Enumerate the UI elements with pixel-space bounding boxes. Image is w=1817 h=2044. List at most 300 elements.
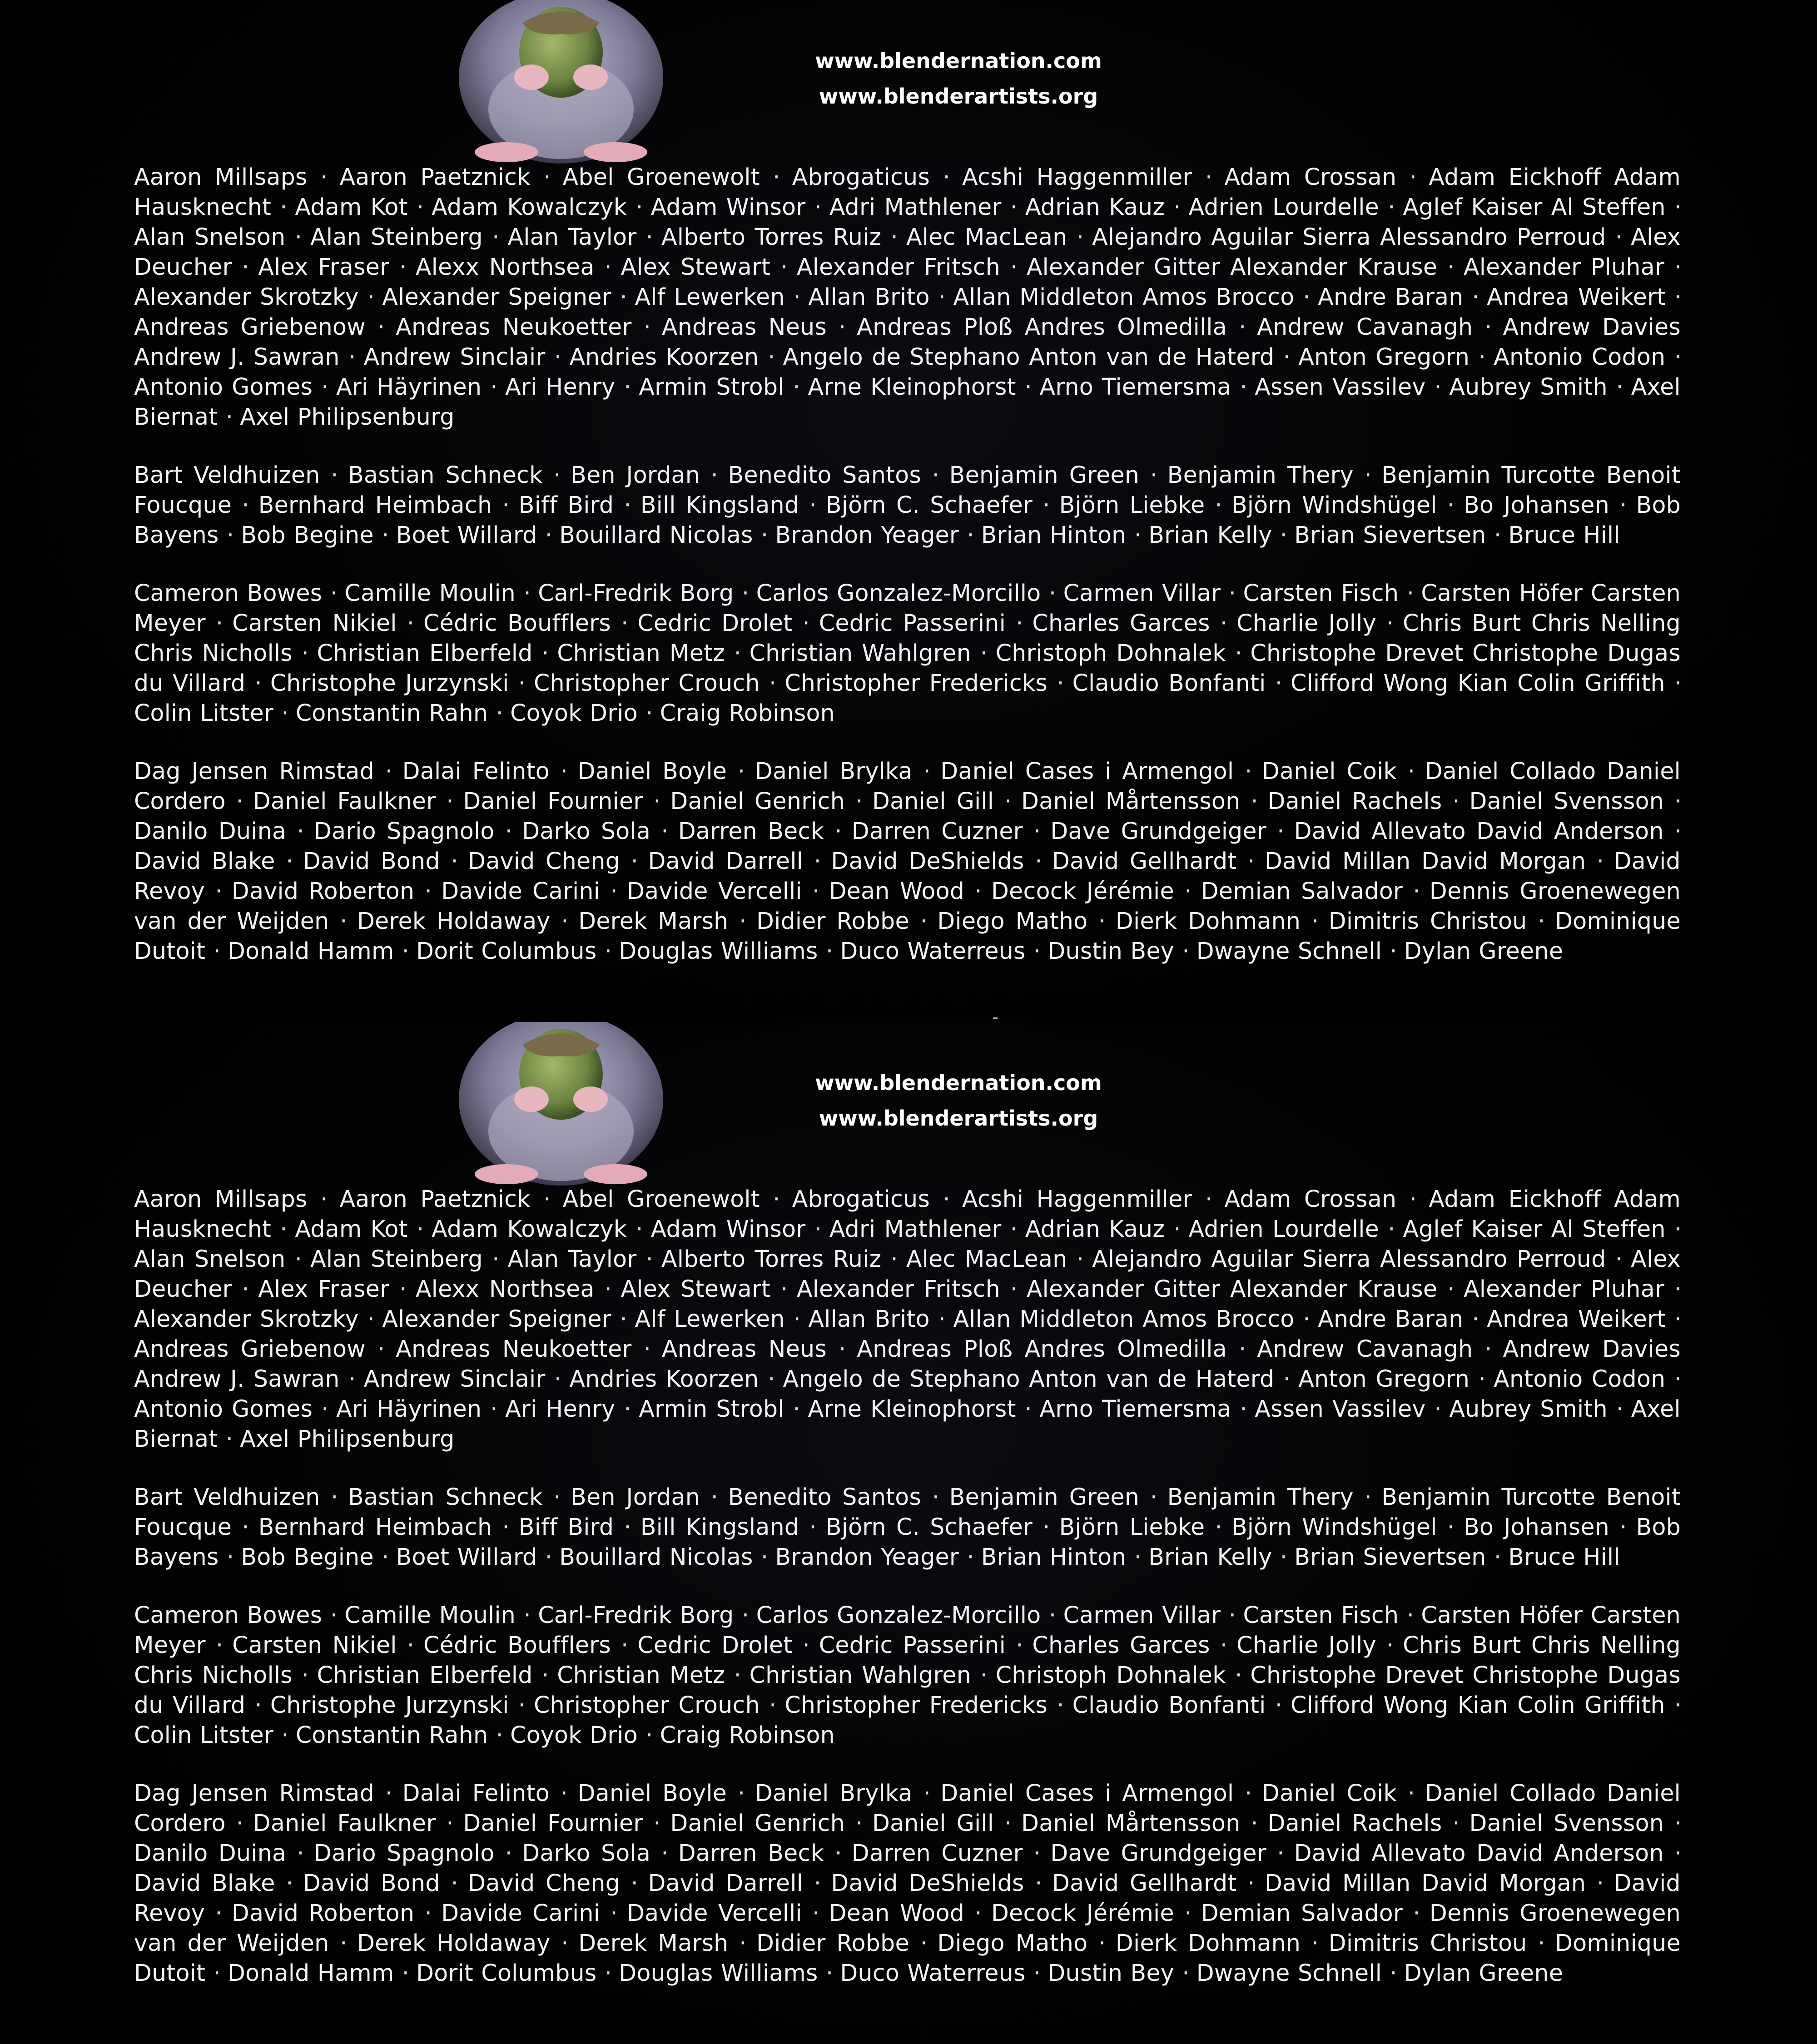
credit-name: Decock Jérémie (991, 1900, 1174, 1926)
separator-dot: · (281, 1722, 289, 1748)
credit-name: Alexx Northsea (415, 253, 595, 280)
separator-dot: · (814, 848, 822, 874)
credit-name: Björn C. Schaefer (825, 491, 1033, 518)
separator-dot: · (523, 580, 531, 606)
separator-dot: · (1596, 1870, 1604, 1896)
credit-name: Assen Vassilev (1255, 373, 1426, 400)
credit-name: David Millan David Morgan (1265, 848, 1586, 874)
separator-dot: · (793, 283, 801, 310)
credit-name: Brandon Yeager (775, 521, 959, 548)
separator-dot: · (417, 1215, 424, 1242)
credit-name: David Gellhardt (1052, 1870, 1237, 1896)
separator-dot: · (1409, 164, 1417, 190)
credit-name: Carmen Villar (1063, 580, 1221, 606)
separator-dot: · (1275, 670, 1283, 696)
credit-name: Bob Begine (241, 1543, 374, 1570)
credits-paragraph-d (134, 1778, 1681, 1988)
credit-name: Bob Bayens (134, 1513, 1681, 1570)
credit-name: Alex Deucher (134, 223, 1681, 280)
credit-name: Dorit Columbus (416, 1960, 597, 1986)
credit-name: Ari Henry (505, 373, 616, 400)
credit-name: Andreas Neukoetter (396, 1335, 632, 1362)
separator-dot: · (1033, 818, 1041, 844)
separator-dot: · (737, 758, 745, 784)
separator-dot: · (1247, 848, 1255, 874)
credit-name: Aglef Kaiser Al Steffen (1403, 193, 1666, 220)
separator-dot: · (780, 253, 788, 280)
credit-name: Bastian Schneck (348, 1483, 543, 1510)
credits-frame-bottom (0, 1022, 1817, 2044)
credit-name: Bruce Hill (1508, 1543, 1620, 1570)
separator-dot: · (545, 1543, 553, 1570)
credit-name: Benjamin Green (949, 1483, 1140, 1510)
credit-name: Adam Crossan (1224, 164, 1397, 190)
credit-name: Adri Mathlener (829, 1215, 1002, 1242)
separator-dot: · (1173, 193, 1181, 220)
separator-dot: · (543, 1186, 551, 1212)
separator-dot: · (1364, 1483, 1372, 1510)
separator-dot: · (710, 1483, 719, 1510)
blendernation-link[interactable]: www.blendernation.com (815, 1071, 1102, 1095)
separator-dot: · (974, 878, 982, 904)
separator-dot: · (1406, 1602, 1415, 1628)
credit-name: Dustin Bey (1048, 1960, 1175, 1986)
credit-name: Anton Gregorn (1298, 343, 1470, 370)
credits-paragraph-d (134, 756, 1681, 966)
blenderartists-link[interactable]: www.blenderartists.org (819, 1106, 1098, 1131)
credit-name: David Darrell (648, 1870, 804, 1896)
separator-dot: · (340, 908, 348, 934)
separator-dot: · (280, 193, 288, 220)
credit-name: Benjamin Thery (1167, 1483, 1354, 1510)
blenderartists-link[interactable]: www.blenderartists.org (819, 84, 1098, 109)
credit-name: Diego Matho (937, 908, 1088, 934)
credit-name: Angelo de Stephano Anton van de Haterd (783, 1365, 1275, 1392)
credit-name: David Revoy (134, 1870, 1681, 1926)
credit-name: Dario Spagnolo (313, 818, 495, 844)
separator-dot: · (1674, 343, 1682, 370)
separator-dot: · (932, 461, 940, 488)
credit-name: Bo Johansen (1464, 1513, 1610, 1540)
credit-name: Ben Jordan (571, 1483, 700, 1510)
credit-name: Cédric Boufflers (423, 1632, 611, 1658)
credit-name: Cedric Passerini (819, 610, 1006, 636)
credit-name: Carsten Höfer Carsten Meyer (134, 1602, 1681, 1658)
credit-name: Douglas Williams (619, 1960, 818, 1986)
separator-dot: · (826, 1960, 834, 1986)
separator-dot: · (1245, 758, 1252, 784)
separator-dot: · (1043, 1513, 1050, 1540)
separator-dot: · (643, 1335, 651, 1362)
credit-name: Allan Middleton Amos Brocco (953, 1305, 1295, 1332)
separator-dot: · (1407, 1780, 1415, 1806)
separator-dot: · (624, 1513, 631, 1540)
credit-name: Dean Wood (829, 878, 965, 904)
credit-name: Adrien Lourdelle (1188, 193, 1380, 220)
credit-name: David Cheng (468, 848, 621, 874)
separator-dot: · (920, 908, 928, 934)
credit-name: Alf Lewerken (635, 1305, 785, 1332)
separator-dot: · (1235, 640, 1242, 666)
separator-dot: · (1150, 1483, 1158, 1510)
separator-dot: · (227, 1543, 234, 1570)
credit-name: Andrew Sinclair (363, 1365, 546, 1392)
separator-dot: · (213, 1960, 221, 1986)
credit-name: Ben Jordan (571, 461, 700, 488)
credit-name: Carsten Nikiel (232, 610, 397, 636)
blendernation-link[interactable]: www.blendernation.com (815, 49, 1102, 73)
credit-name: Abel Groenewolt (562, 164, 760, 190)
credit-name: Alf Lewerken (635, 283, 785, 310)
separator-dot: · (331, 461, 338, 488)
separator-dot: · (635, 193, 643, 220)
separator-dot: · (1283, 1365, 1291, 1392)
separator-dot: · (610, 878, 618, 904)
separator-dot: · (1616, 373, 1624, 400)
separator-dot: · (236, 788, 244, 814)
separator-dot: · (1043, 491, 1050, 518)
separator-dot: · (348, 343, 356, 370)
credit-name: Dennis Groenewegen van der Weijden (134, 1900, 1681, 1956)
credit-name: Alejandro Aguilar Sierra Alessandro Perroud (1092, 1245, 1606, 1272)
separator-dot: · (1134, 521, 1142, 548)
credit-name: Alex Fraser (258, 253, 390, 280)
credit-name: Dag Jensen Rimstad (134, 758, 375, 784)
separator-dot: · (768, 1365, 775, 1392)
credit-name: Christian Wahlgren (749, 640, 972, 666)
separator-dot: · (424, 1900, 432, 1926)
separator-dot: · (367, 283, 375, 310)
credit-name: Charles Garces (1032, 610, 1210, 636)
separator-dot: · (1049, 580, 1057, 606)
credit-name: Carsten Fisch (1243, 580, 1399, 606)
chinchilla-mascot-icon (454, 1022, 668, 1186)
credit-name: David Blake (134, 1870, 275, 1896)
credit-name: Biff Bird (518, 491, 614, 518)
separator-dot: · (225, 1425, 233, 1452)
separator-dot: · (1184, 878, 1192, 904)
credit-name: Bo Johansen (1464, 491, 1610, 518)
credit-name: Alan Taylor (507, 223, 637, 250)
separator-dot: · (417, 193, 424, 220)
credit-name: Derek Holdaway (357, 1930, 551, 1956)
separator-dot: · (451, 848, 458, 874)
credits-paragraph-a (134, 162, 1681, 432)
credits-paragraph-c (134, 1600, 1681, 1750)
credit-name: Benedito Santos (728, 1483, 922, 1510)
separator-dot: · (1235, 1662, 1242, 1688)
separator-dot: · (1004, 1810, 1012, 1836)
credit-name: Alan Snelson (134, 1245, 286, 1272)
credit-name: David Darrell (648, 848, 804, 874)
credit-name: Adrian Kauz (1025, 193, 1165, 220)
separator-dot: · (554, 343, 562, 370)
credits-list (134, 162, 1681, 994)
separator-dot: · (1076, 1245, 1084, 1272)
separator-dot: · (213, 938, 221, 964)
credit-name: Bruce Hill (1508, 521, 1620, 548)
separator-dot: · (242, 491, 249, 518)
credit-name: Charles Garces (1032, 1632, 1210, 1658)
credit-name: Dave Grundgeiger (1050, 818, 1266, 844)
credit-name: Davide Vercelli (626, 1900, 802, 1926)
credit-name: Danilo Duina (134, 1840, 287, 1866)
separator-dot: · (1409, 1186, 1417, 1212)
separator-dot: · (1434, 373, 1442, 400)
credit-name: Daniel Coik (1261, 758, 1397, 784)
separator-dot: · (236, 1810, 244, 1836)
credit-name: Andreas Neus (661, 1335, 827, 1362)
separator-dot: · (1215, 491, 1223, 518)
separator-dot: · (645, 1722, 653, 1748)
credit-name: Daniel Faulkner (253, 1810, 436, 1836)
separator-dot: · (1388, 1215, 1395, 1242)
credit-name: Demian Salvador (1201, 878, 1403, 904)
credit-name: Adam Kot (295, 193, 408, 220)
credit-name: Adam Kot (295, 1215, 408, 1242)
separator-dot: · (635, 1215, 643, 1242)
separator-dot: · (505, 818, 513, 844)
separator-dot: · (604, 1960, 612, 1986)
credit-name: Boet Willard (396, 521, 537, 548)
credit-name: Alex Stewart (621, 1275, 771, 1302)
credit-name: Brian Kelly (1148, 521, 1272, 548)
credit-name: Carl-Fredrik Borg (538, 1602, 734, 1628)
separator-dot: · (348, 1365, 356, 1392)
separator-dot: · (242, 1513, 249, 1540)
credit-name: Clifford Wong Kian Colin Griffith (1291, 670, 1665, 696)
credit-name: David Allevato David Anderson (1294, 818, 1664, 844)
credit-name: Daniel Mårtensson (1021, 1810, 1241, 1836)
separator-dot: · (890, 223, 898, 250)
credit-name: Carsten Fisch (1243, 1602, 1399, 1628)
credit-name: Andreas Neus (661, 313, 827, 340)
credit-name: Daniel Faulkner (253, 788, 436, 814)
credit-name: Björn Windshügel (1231, 491, 1437, 518)
credit-name: Alberto Torres Ruiz (661, 223, 882, 250)
credit-name: Camille Moulin (344, 580, 516, 606)
separator-dot: · (1035, 1870, 1043, 1896)
credit-name: Andrew Sinclair (363, 343, 546, 370)
separator-dot: · (1619, 1513, 1627, 1540)
credit-name: Bart Veldhuizen (134, 1483, 320, 1510)
credit-name: David Cheng (468, 1870, 621, 1896)
separator-dot: · (1674, 193, 1682, 220)
credit-name: Dalai Felinto (402, 758, 550, 784)
separator-dot: · (742, 580, 750, 606)
separator-dot: · (561, 1930, 569, 1956)
separator-dot: · (1275, 1692, 1283, 1718)
separator-dot: · (809, 491, 817, 518)
separator-dot: · (1311, 908, 1319, 934)
separator-dot: · (382, 1543, 389, 1570)
credit-name: Armin Strobl (639, 1395, 784, 1422)
separator-dot: · (545, 521, 553, 548)
separator-dot: · (553, 1483, 561, 1510)
separator-dot: · (1057, 1692, 1064, 1718)
credit-name: Dierk Dohmann (1115, 908, 1301, 934)
credit-name: Alec MacLean (906, 1245, 1067, 1272)
credit-name: Aaron Paetznick (339, 164, 531, 190)
separator-dot: · (1098, 908, 1106, 934)
separator-dot: · (1452, 1810, 1460, 1836)
credit-name: Brandon Yeager (775, 1543, 959, 1570)
separator-dot: · (297, 1840, 304, 1866)
credit-name: Arno Tiemersma (1039, 1395, 1231, 1422)
separator-dot: · (1033, 938, 1041, 964)
credit-name: Christoph Dohnalek (995, 1662, 1226, 1688)
separator-dot: · (331, 1483, 338, 1510)
credit-name: Brian Kelly (1148, 1543, 1272, 1570)
credit-name: Christian Metz (557, 1662, 725, 1688)
separator-dot: · (1386, 610, 1394, 636)
separator-dot: · (839, 313, 846, 340)
credit-name: Allan Middleton Amos Brocco (953, 283, 1295, 310)
credit-name: Alan Steinberg (310, 223, 483, 250)
separator-dot: · (610, 1900, 618, 1926)
separator-dot: · (502, 491, 510, 518)
separator-dot: · (215, 878, 223, 904)
separator-dot: · (281, 700, 289, 726)
credit-name: Andreas Neukoetter (396, 313, 632, 340)
separator-dot: · (768, 343, 775, 370)
separator-dot: · (1010, 1275, 1018, 1302)
credit-name: Carlos Gonzalez-Morcillo (756, 580, 1041, 606)
credit-name: Benjamin Turcotte Benoit Foucque (134, 461, 1681, 518)
credit-name: Bill Kingsland (640, 491, 799, 518)
credit-name: Benjamin Thery (1167, 461, 1354, 488)
credit-name: Daniel Boyle (577, 758, 727, 784)
credit-name: Douglas Williams (619, 938, 818, 964)
credit-name: Daniel Collado Daniel Cordero (134, 1780, 1681, 1836)
separator-dot: · (974, 1900, 982, 1926)
separator-dot: · (1280, 1543, 1288, 1570)
credit-name: Benjamin Turcotte Benoit Foucque (134, 1483, 1681, 1540)
separator-dot: · (227, 521, 234, 548)
credit-name: Adrian Kauz (1025, 1215, 1165, 1242)
credit-name: Christophe Jurzynski (270, 670, 509, 696)
separator-dot: · (385, 758, 393, 784)
credit-name: Didier Robbe (756, 908, 909, 934)
credit-name: Christopher Crouch (534, 1692, 760, 1718)
credit-name: Alexander Fritsch (796, 253, 1001, 280)
credit-name: Bob Bayens (134, 491, 1681, 548)
credit-name: Alexander Pluhar (1463, 1275, 1665, 1302)
separator-dot: · (814, 193, 822, 220)
credit-name: Davide Vercelli (626, 878, 802, 904)
separator-dot: · (518, 1692, 526, 1718)
separator-dot: · (320, 164, 328, 190)
separator-dot: · (1447, 1513, 1455, 1540)
separator-dot: · (839, 1335, 846, 1362)
separator-dot: · (1674, 818, 1682, 844)
separator-dot: · (1205, 1186, 1213, 1212)
separator-dot: · (1674, 1275, 1682, 1302)
separator-dot: · (1619, 491, 1627, 518)
credit-name: Axel Philipsenburg (240, 1425, 455, 1452)
separator-dot: · (1447, 491, 1455, 518)
credit-name: Andrea Weikert (1487, 1305, 1666, 1332)
separator-dot: · (739, 1930, 747, 1956)
credit-name: Daniel Cases i Armengol (940, 758, 1234, 784)
separator-dot: · (1447, 253, 1455, 280)
separator-dot: · (1364, 461, 1372, 488)
separator-dot: · (812, 1900, 820, 1926)
separator-dot: · (407, 1632, 415, 1658)
separator-dot: · (710, 461, 719, 488)
credit-name: Andre Baran (1318, 1305, 1464, 1332)
credit-name: Daniel Brylka (755, 1780, 913, 1806)
credit-name: Bernhard Heimbach (258, 491, 492, 518)
credit-name: Darko Sola (522, 1840, 651, 1866)
separator-dot: · (446, 788, 454, 814)
credit-name: Axel Biernat (134, 373, 1681, 430)
separator-dot: · (630, 1870, 639, 1896)
separator-dot: · (1010, 253, 1018, 280)
separator-dot: · (367, 1305, 375, 1332)
credit-name: Daniel Collado Daniel Cordero (134, 758, 1681, 814)
separator-dot: · (967, 1543, 974, 1570)
separator-dot: · (739, 908, 747, 934)
separator-dot: · (814, 1870, 822, 1896)
separator-dot: · (1484, 1335, 1492, 1362)
separator-dot: · (496, 1722, 504, 1748)
credit-name: Abrogaticus (792, 164, 930, 190)
separator-dot: · (541, 640, 549, 666)
separator-dot: · (523, 1602, 531, 1628)
credit-name: Aaron Millsaps (134, 1186, 308, 1212)
separator-dot: · (932, 1483, 940, 1510)
credit-name: Dean Wood (829, 1900, 965, 1926)
credit-name: Claudio Bonfanti (1072, 1692, 1266, 1718)
credit-name: Aglef Kaiser Al Steffen (1403, 1215, 1666, 1242)
separator-dot: · (1434, 1395, 1442, 1422)
credit-name: Cedric Passerini (819, 1632, 1006, 1658)
credit-name: Dwayne Schnell (1196, 938, 1382, 964)
separator-dot: · (1247, 1870, 1255, 1896)
separator-dot: · (382, 521, 389, 548)
separator-dot: · (1228, 1602, 1236, 1628)
separator-dot: · (802, 1632, 810, 1658)
credit-name: Chris Burt Chris Nelling Chris Nicholls (134, 1632, 1681, 1688)
credit-name: Cameron Bowes (134, 580, 323, 606)
credit-name: Donald Hamm (227, 938, 394, 964)
separator-dot: · (560, 1780, 568, 1806)
separator-dot: · (1057, 670, 1064, 696)
separator-dot: · (793, 1395, 800, 1422)
credit-name: Antonio Codon (1494, 343, 1666, 370)
credit-name: Darren Cuzner (851, 1840, 1023, 1866)
separator-dot: · (1674, 1692, 1682, 1718)
credit-name: Aubrey Smith (1449, 373, 1608, 400)
credit-name: Adri Mathlener (829, 193, 1002, 220)
credit-name: Aaron Paetznick (339, 1186, 531, 1212)
credit-name: Derek Marsh (578, 1930, 729, 1956)
credit-name: Dag Jensen Rimstad (134, 1780, 375, 1806)
separator-dot: · (1674, 283, 1682, 310)
separator-dot: · (280, 1215, 288, 1242)
separator-dot: · (826, 938, 834, 964)
separator-dot: · (320, 1186, 328, 1212)
separator-dot: · (1494, 1543, 1502, 1570)
credit-name: Brian Hinton (981, 1543, 1127, 1570)
credit-name: Adam Winsor (650, 1215, 806, 1242)
credit-name: Cedric Drolet (637, 610, 793, 636)
separator-dot: · (624, 373, 631, 400)
separator-dot: · (399, 1275, 407, 1302)
credit-name: David Gellhardt (1052, 848, 1237, 874)
credit-name: Abel Groenewolt (562, 1186, 760, 1212)
